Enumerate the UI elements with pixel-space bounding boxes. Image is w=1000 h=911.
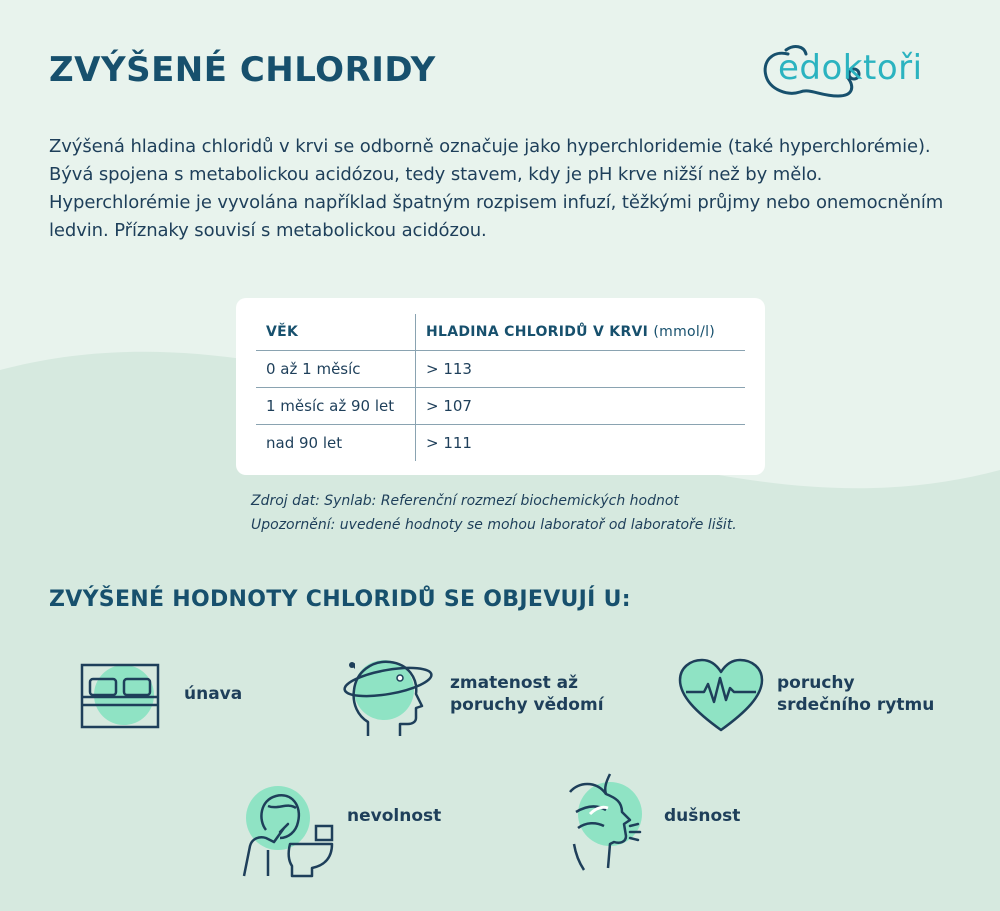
table-cell-value: > 113: [416, 351, 746, 388]
heart-rhythm-icon: [676, 656, 766, 736]
logo: [758, 40, 958, 106]
symptoms-heading: ZVÝŠENÉ HODNOTY CHLORIDŮ SE OBJEVUJÍ U:: [49, 587, 631, 612]
symptom-label: nevolnost: [347, 806, 442, 826]
symptom-label-line2: srdečního rytmu: [777, 695, 935, 715]
reference-table-card: [236, 298, 765, 475]
symptom-nausea: [240, 780, 480, 880]
table-header-row: [256, 314, 745, 351]
symptom-label: dušnost: [664, 806, 741, 826]
table-cell-age: 1 měsíc až 90 let: [256, 388, 416, 425]
nausea-icon: [240, 780, 340, 880]
column-header-level: [416, 314, 746, 351]
intro-paragraph: Zvýšená hladina chloridů v krvi se odborně označuje jako hyperchloridemie (také hyperchlorémie). Bývá spojena s metabolickou acidózou, tedy stavem, kdy je pH krve nižší než by mělo. Hyperchlorémie je vyvolána například špatným rozpisem infuzí, těžkými průjmy nebo onemocněním ledvin. Příznaky souvisí s metabolickou acidózou.: [49, 136, 944, 241]
table-row: [256, 351, 745, 388]
symptom-confusion: [338, 652, 618, 742]
symptom-label: zmatenost až: [450, 673, 579, 693]
source-note: [251, 489, 737, 537]
head-confusion-icon: [338, 652, 438, 742]
bed-icon: [76, 655, 166, 735]
logo-text: edoktoři: [778, 48, 923, 88]
column-header-unit: (mmol/l): [653, 324, 716, 340]
symptom-label: poruchy: [777, 673, 855, 693]
table-cell-age: nad 90 let: [256, 425, 416, 462]
symptom-fatigue: [76, 655, 316, 735]
source-line: Zdroj dat: Synlab: Referenční rozmezí biochemických hodnot: [251, 493, 679, 509]
column-header-age: VĚK: [256, 314, 416, 351]
disclaimer-line: Upozornění: uvedené hodnoty se mohou laboratoř od laboratoře lišit.: [251, 517, 737, 533]
table-cell-age: 0 až 1 měsíc: [256, 351, 416, 388]
symptom-label-line2: poruchy vědomí: [450, 695, 604, 715]
breathing-icon: [566, 772, 656, 872]
table-row: [256, 425, 745, 462]
reference-table: [256, 314, 745, 461]
table-cell-value: > 111: [426, 434, 472, 452]
symptom-heart-rhythm: [676, 656, 976, 736]
symptom-label: únava: [184, 684, 243, 704]
table-row: [256, 388, 745, 425]
column-header-level-label: HLADINA CHLORIDŮ V KRVI: [426, 324, 649, 340]
page-title: ZVÝŠENÉ CHLORIDY: [49, 50, 436, 90]
symptom-dyspnea: [566, 772, 806, 872]
table-cell-value: > 107: [416, 388, 746, 425]
